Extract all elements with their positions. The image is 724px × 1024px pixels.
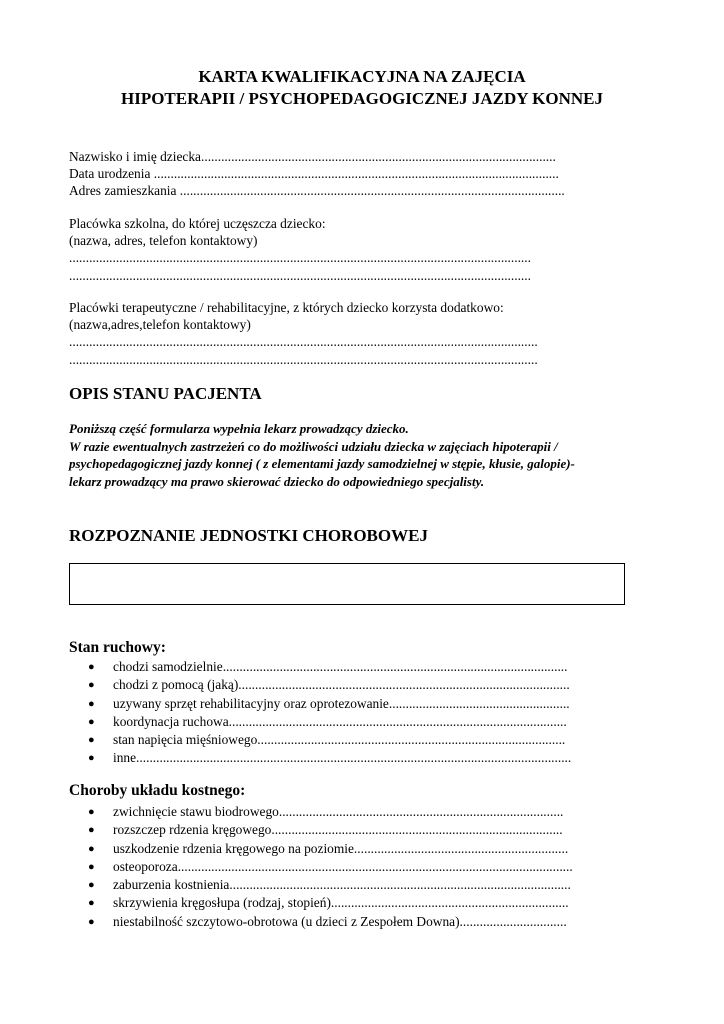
skeletal-item-text: zwichnięcie stawu biodrowego..................................................................................... (113, 804, 564, 819)
therapy-field-line-2[interactable]: ............................................................................................................................................ (69, 351, 538, 367)
bullet-icon: ● (88, 915, 95, 928)
title-line-1: KARTA KWALIFIKACYJNA NA ZAJĘCIA (198, 67, 526, 86)
bullet-icon: ● (88, 824, 95, 837)
motor-item-text: inne.................................................................................................................................. (113, 750, 572, 766)
motor-item-text: chodzi z pomocą (jaką)................................................................................................... (113, 677, 570, 693)
bullet-icon: ● (88, 661, 95, 673)
motor-item-text: koordynacja ruchowa..................................................................................................... (113, 713, 567, 729)
bullet-icon: ● (88, 734, 95, 747)
child-info-section (69, 148, 614, 200)
skeletal-item-text: uszkodzenie rdzenia kręgowego na poziomie................................................................ (113, 840, 569, 856)
diagnosis-heading: ROZPOZNANIE JEDNOSTKI CHOROBOWEJ (69, 526, 428, 545)
bullet-icon: ● (88, 879, 95, 892)
child-dob-field[interactable]: Data urodzenia ......................................................................................................................... (69, 166, 559, 182)
motor-item-text: uzywany sprzęt rehabilitacyjny oraz oprotezowanie...................................................... (113, 695, 570, 711)
school-sublabel: (nazwa, adres, telefon kontaktowy) (69, 233, 258, 249)
skeletal-item-text: rozszczep rdzenia kręgowego....................................................................................... (113, 822, 563, 838)
school-label: Placówka szkolna, do której uczęszcza dziecko: (69, 216, 326, 231)
list-item[interactable] (88, 695, 571, 713)
bullet-icon: ● (88, 806, 95, 818)
motor-list (88, 658, 571, 768)
doctor-note-line-2: W razie ewentualnych zastrzeżeń co do możliwości udziału dziecka w zajęciach hipoterapii / (69, 438, 558, 454)
list-item[interactable] (88, 858, 573, 876)
doctor-note-line-4: lekarz prowadzący ma prawo skierować dziecko do odpowiedniego specjalisty. (69, 473, 485, 489)
title-line-2: HIPOTERAPII / PSYCHOPEDAGOGICZNEJ JAZDY KONNEJ (120, 89, 604, 108)
school-field-line-1[interactable]: .......................................................................................................................................... (69, 250, 531, 266)
therapy-label: Placówki terapeutyczne / rehabilitacyjne, z których dziecko korzysta dodatkowo: (69, 300, 504, 315)
patient-heading: OPIS STANU PACJENTA (69, 384, 262, 403)
list-item[interactable] (88, 913, 573, 931)
bullet-icon: ● (88, 715, 95, 728)
skeletal-list (88, 803, 573, 931)
bullet-icon: ● (88, 752, 95, 765)
child-address-field[interactable]: Adres zamieszkania ................................................................................................................... (69, 183, 565, 199)
motor-heading: Stan ruchowy: (69, 639, 166, 656)
bullet-icon: ● (88, 897, 95, 910)
therapy-sublabel: (nazwa,adres,telefon kontaktowy) (69, 317, 251, 333)
skeletal-item-text: osteoporoza...................................................................................................................... (113, 858, 573, 874)
form-title (0, 66, 724, 110)
doctor-note-line-1: Poniższą część formularza wypełnia lekarz prowadzący dziecko. (69, 421, 409, 436)
motor-item-text: chodzi samodzielnie....................................................................................................... (113, 659, 568, 674)
list-item[interactable] (88, 840, 573, 858)
child-name-field[interactable]: Nazwisko i imię dziecka.......................................................................................................... (69, 149, 556, 164)
list-item[interactable] (88, 894, 573, 912)
school-section (69, 215, 614, 284)
list-item[interactable] (88, 713, 571, 731)
diagnosis-input-box[interactable] (69, 563, 625, 605)
motor-item-text: stan napięcia mięśniowego............................................................................................ (113, 732, 566, 748)
therapy-section (69, 299, 614, 368)
skeletal-item-text: zaburzenia kostnienia...................................................................................................... (113, 877, 571, 893)
list-item[interactable] (88, 749, 571, 767)
skeletal-item-text: niestabilność szczytowo-obrotowa (u dzieci z Zespołem Downa)................................ (113, 913, 567, 929)
list-item[interactable] (88, 676, 571, 694)
skeletal-item-text: skrzywienia kręgosłupa (rodzaj, stopień)....................................................................... (113, 895, 569, 911)
list-item[interactable] (88, 731, 571, 749)
list-item[interactable] (88, 803, 573, 821)
school-field-line-2[interactable]: .......................................................................................................................................... (69, 267, 531, 283)
bullet-icon: ● (88, 842, 95, 855)
list-item[interactable] (88, 876, 573, 894)
bullet-icon: ● (88, 697, 95, 710)
list-item[interactable] (88, 658, 571, 676)
skeletal-heading: Choroby układu kostnego: (69, 782, 246, 799)
list-item[interactable] (88, 821, 573, 839)
doctor-note (69, 420, 649, 490)
therapy-field-line-1[interactable]: ............................................................................................................................................ (69, 334, 538, 350)
doctor-note-line-3: psychopedagogicznej jazdy konnej ( z elementami jazdy samodzielnej w stępie, kłusie, galopie)- (69, 456, 575, 472)
bullet-icon: ● (88, 860, 95, 873)
bullet-icon: ● (88, 679, 95, 692)
